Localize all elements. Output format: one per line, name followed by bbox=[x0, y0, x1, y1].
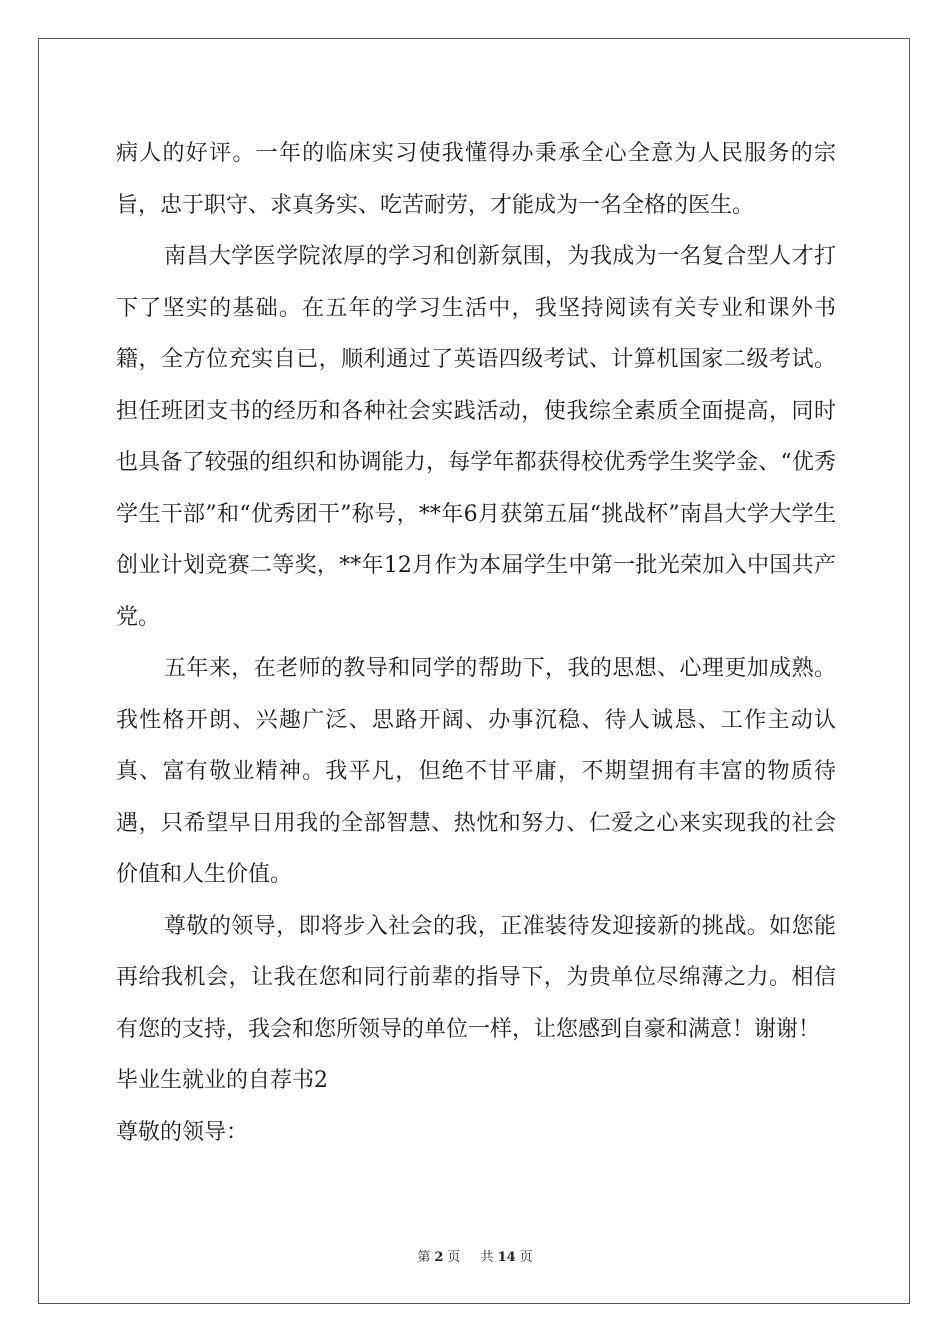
paragraph-continuation: 病人的好评。一年的临床实习使我懂得办秉承全心全意为人民服务的宗旨，忠于职守、求真务实、吃苦耐劳，才能成为一名全格的医生。 bbox=[116, 141, 836, 218]
paragraph-education: 南昌大学医学院浓厚的学习和创新氛围，为我成为一名复合型人才打下了坚实的基础。在五年的学习生活中，我坚持阅读有关专业和课外书籍，全方位充实自已，顺利通过了英语四级考试、计算机国家二级考试。担任班团支书的经历和各种社会实践活动，使我综全素质全面提高，同时也具备了较强的组织和协调能力，每学年都获得校优秀学生奖学金、“优秀学生干部”和“优秀团干”称号，**年6月获第五届“挑战杯”南昌大学大学生创业计划竞赛二等奖，**年12月作为本届学生中第一批光荣加入中国共产党。 bbox=[116, 244, 836, 630]
salutation: 尊敬的领导： bbox=[116, 1119, 249, 1145]
page-prefix: 第 bbox=[417, 1250, 431, 1265]
document-body bbox=[116, 128, 836, 1158]
page-suffix: 页 bbox=[447, 1250, 461, 1265]
paragraph-closing: 尊敬的领导，即将步入社会的我，正准装待发迎接新的挑战。如您能再给我机会，让我在您和同行前辈的指导下，为贵单位尽绵薄之力。相信有您的支持，我会和您所领导的单位一样，让您感到自豪和满意！谢谢！ bbox=[116, 913, 836, 1042]
total-pages: 14 bbox=[497, 1250, 516, 1265]
paragraph-personality: 五年来，在老师的教导和同学的帮助下，我的思想、心理更加成熟。我性格开朗、兴趣广泛、思路开阔、办事沉稳、待人诚恳、工作主动认真、富有敬业精神。我平凡，但绝不甘平庸，不期望拥有丰富的物质待遇，只希望早日用我的全部智慧、热忱和努力、仁爱之心来实现我的社会价值和人生价值。 bbox=[116, 656, 836, 887]
total-suffix: 页 bbox=[519, 1250, 533, 1265]
section-title: 毕业生就业的自荐书2 bbox=[116, 1068, 328, 1093]
total-indicator bbox=[477, 1250, 537, 1265]
page-indicator bbox=[413, 1250, 464, 1265]
total-prefix: 共 bbox=[480, 1250, 494, 1265]
page-footer bbox=[0, 1246, 950, 1265]
page-number: 2 bbox=[434, 1250, 444, 1265]
